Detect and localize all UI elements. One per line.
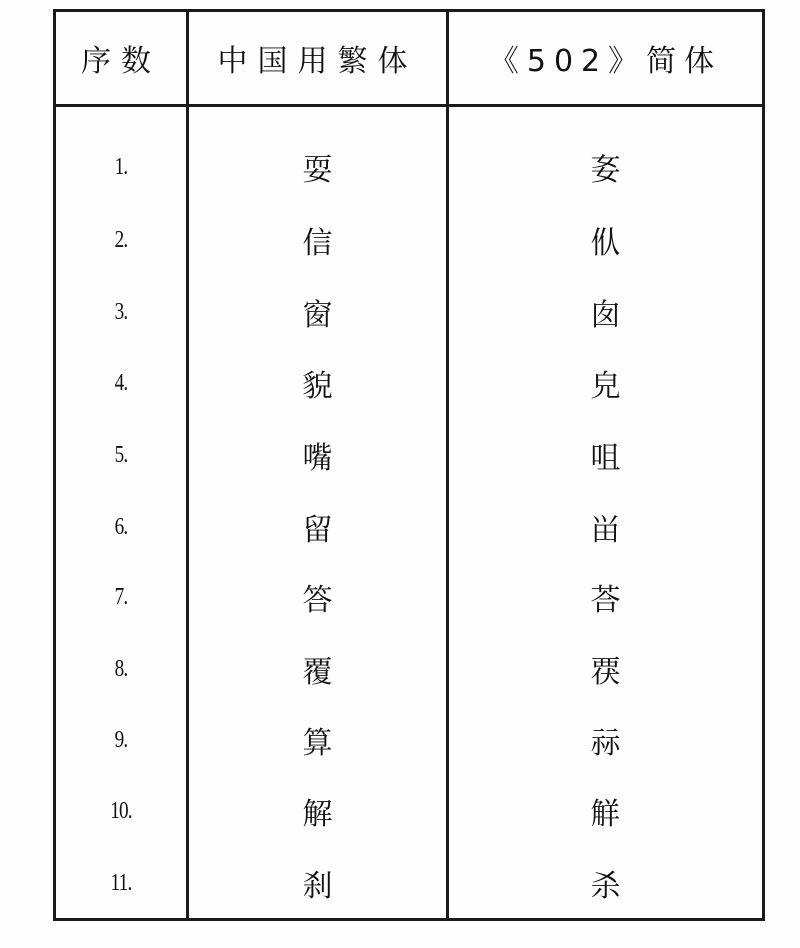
traditional-character: 貌 [302, 369, 333, 404]
traditional-character: 窗 [302, 298, 333, 333]
row-index: 4. [114, 369, 128, 396]
simplified-character: 觧 [590, 797, 621, 832]
row-index: 8. [114, 655, 128, 682]
header-simplified: 《502》简体 [488, 44, 723, 79]
traditional-character: 覆 [302, 655, 333, 690]
table-row [56, 353, 762, 413]
simplified-character: 㚣 [590, 153, 621, 188]
header-traditional: 中国用繁体 [217, 44, 418, 79]
table-row [56, 781, 762, 841]
traditional-character: 信 [302, 226, 333, 261]
simplified-character: 皃 [590, 369, 621, 404]
table-row [56, 425, 762, 485]
table-row [56, 567, 762, 627]
row-index: 5. [114, 441, 128, 468]
simplified-character: 荅 [590, 583, 621, 618]
table-row [56, 137, 762, 197]
simplified-character: 囱 [590, 298, 621, 333]
table-row [56, 639, 762, 699]
table-body [56, 107, 762, 918]
traditional-character: 解 [302, 797, 333, 832]
table-row [56, 710, 762, 770]
simplified-character: 㐺 [590, 226, 621, 261]
row-index: 11. [110, 869, 132, 896]
simplified-character: 祘 [590, 726, 621, 761]
simplified-character: 杀 [590, 869, 621, 904]
comparison-table [53, 9, 765, 921]
table-row [56, 853, 762, 913]
table-row [56, 282, 762, 342]
row-index: 7. [114, 583, 128, 610]
row-index: 2. [114, 226, 128, 253]
traditional-character: 耍 [302, 153, 333, 188]
traditional-character: 答 [302, 583, 333, 618]
row-index: 6. [114, 513, 128, 540]
table-row [56, 497, 762, 557]
simplified-character: 咀 [590, 441, 621, 476]
row-index: 9. [114, 726, 128, 753]
traditional-character: 嘴 [302, 441, 333, 476]
simplified-character: 覄 [590, 655, 621, 690]
header-index: 序数 [81, 44, 161, 79]
simplified-character: 畄 [590, 513, 621, 548]
row-index: 1. [114, 153, 128, 180]
table-row [56, 210, 762, 270]
row-index: 10. [110, 797, 132, 824]
traditional-character: 留 [302, 513, 333, 548]
row-index: 3. [114, 298, 128, 325]
traditional-character: 刹 [302, 869, 333, 904]
traditional-character: 算 [302, 726, 333, 761]
